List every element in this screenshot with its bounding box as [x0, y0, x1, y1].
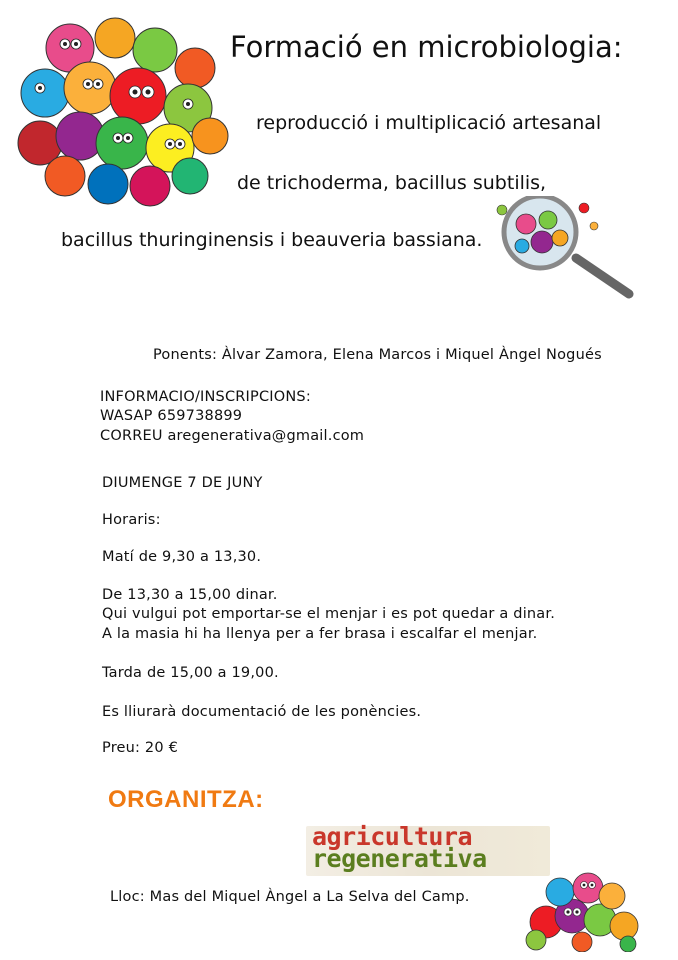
page-title: Formació en microbiologia: [230, 30, 623, 64]
microbes-pile-illustration [516, 862, 646, 952]
magnifying-glass-microbes-illustration [484, 196, 636, 300]
subtitle-line-1: reproducció i multiplicació artesanal [256, 112, 602, 134]
schedule-lunch: De 13,30 a 15,00 dinar. [102, 587, 278, 603]
organizer-logo [306, 822, 550, 876]
info-header: INFORMACIO/INSCRIPCIONS: [100, 389, 311, 405]
schedule-morning: Matí de 9,30 a 13,30. [102, 549, 262, 565]
documentation-note: Es lliurarà documentació de les ponències. [102, 704, 422, 720]
logo-line-1: agricultura [312, 822, 473, 851]
event-date: DIUMENGE 7 DE JUNY [102, 475, 263, 491]
email-contact: CORREU aregenerativa@gmail.com [100, 428, 365, 444]
speakers-line: Ponents: Àlvar Zamora, Elena Marcos i Miquel Àngel Nogués [153, 347, 602, 363]
location: Lloc: Mas del Miquel Àngel a La Selva del Camp. [110, 889, 470, 905]
organizer-label: ORGANITZA: [108, 786, 264, 813]
subtitle-line-3: bacillus thuringinensis i beauveria bassiana. [61, 229, 483, 251]
schedule-afternoon: Tarda de 15,00 a 19,00. [102, 665, 279, 681]
whatsapp-contact: WASAP 659738899 [100, 408, 243, 424]
microbes-cluster-illustration [10, 8, 235, 208]
schedule-lunch-note-2: A la masia hi ha llenya per a fer brasa i escalfar el menjar. [102, 626, 538, 642]
subtitle-line-2: de trichoderma, bacillus subtilis, [237, 172, 547, 194]
price: Preu: 20 € [102, 740, 179, 756]
schedule-lunch-note-1: Qui vulgui pot emportar-se el menjar i es pot quedar a dinar. [102, 606, 556, 622]
schedule-header: Horaris: [102, 512, 161, 528]
logo-line-2: regenerativa [312, 844, 487, 873]
